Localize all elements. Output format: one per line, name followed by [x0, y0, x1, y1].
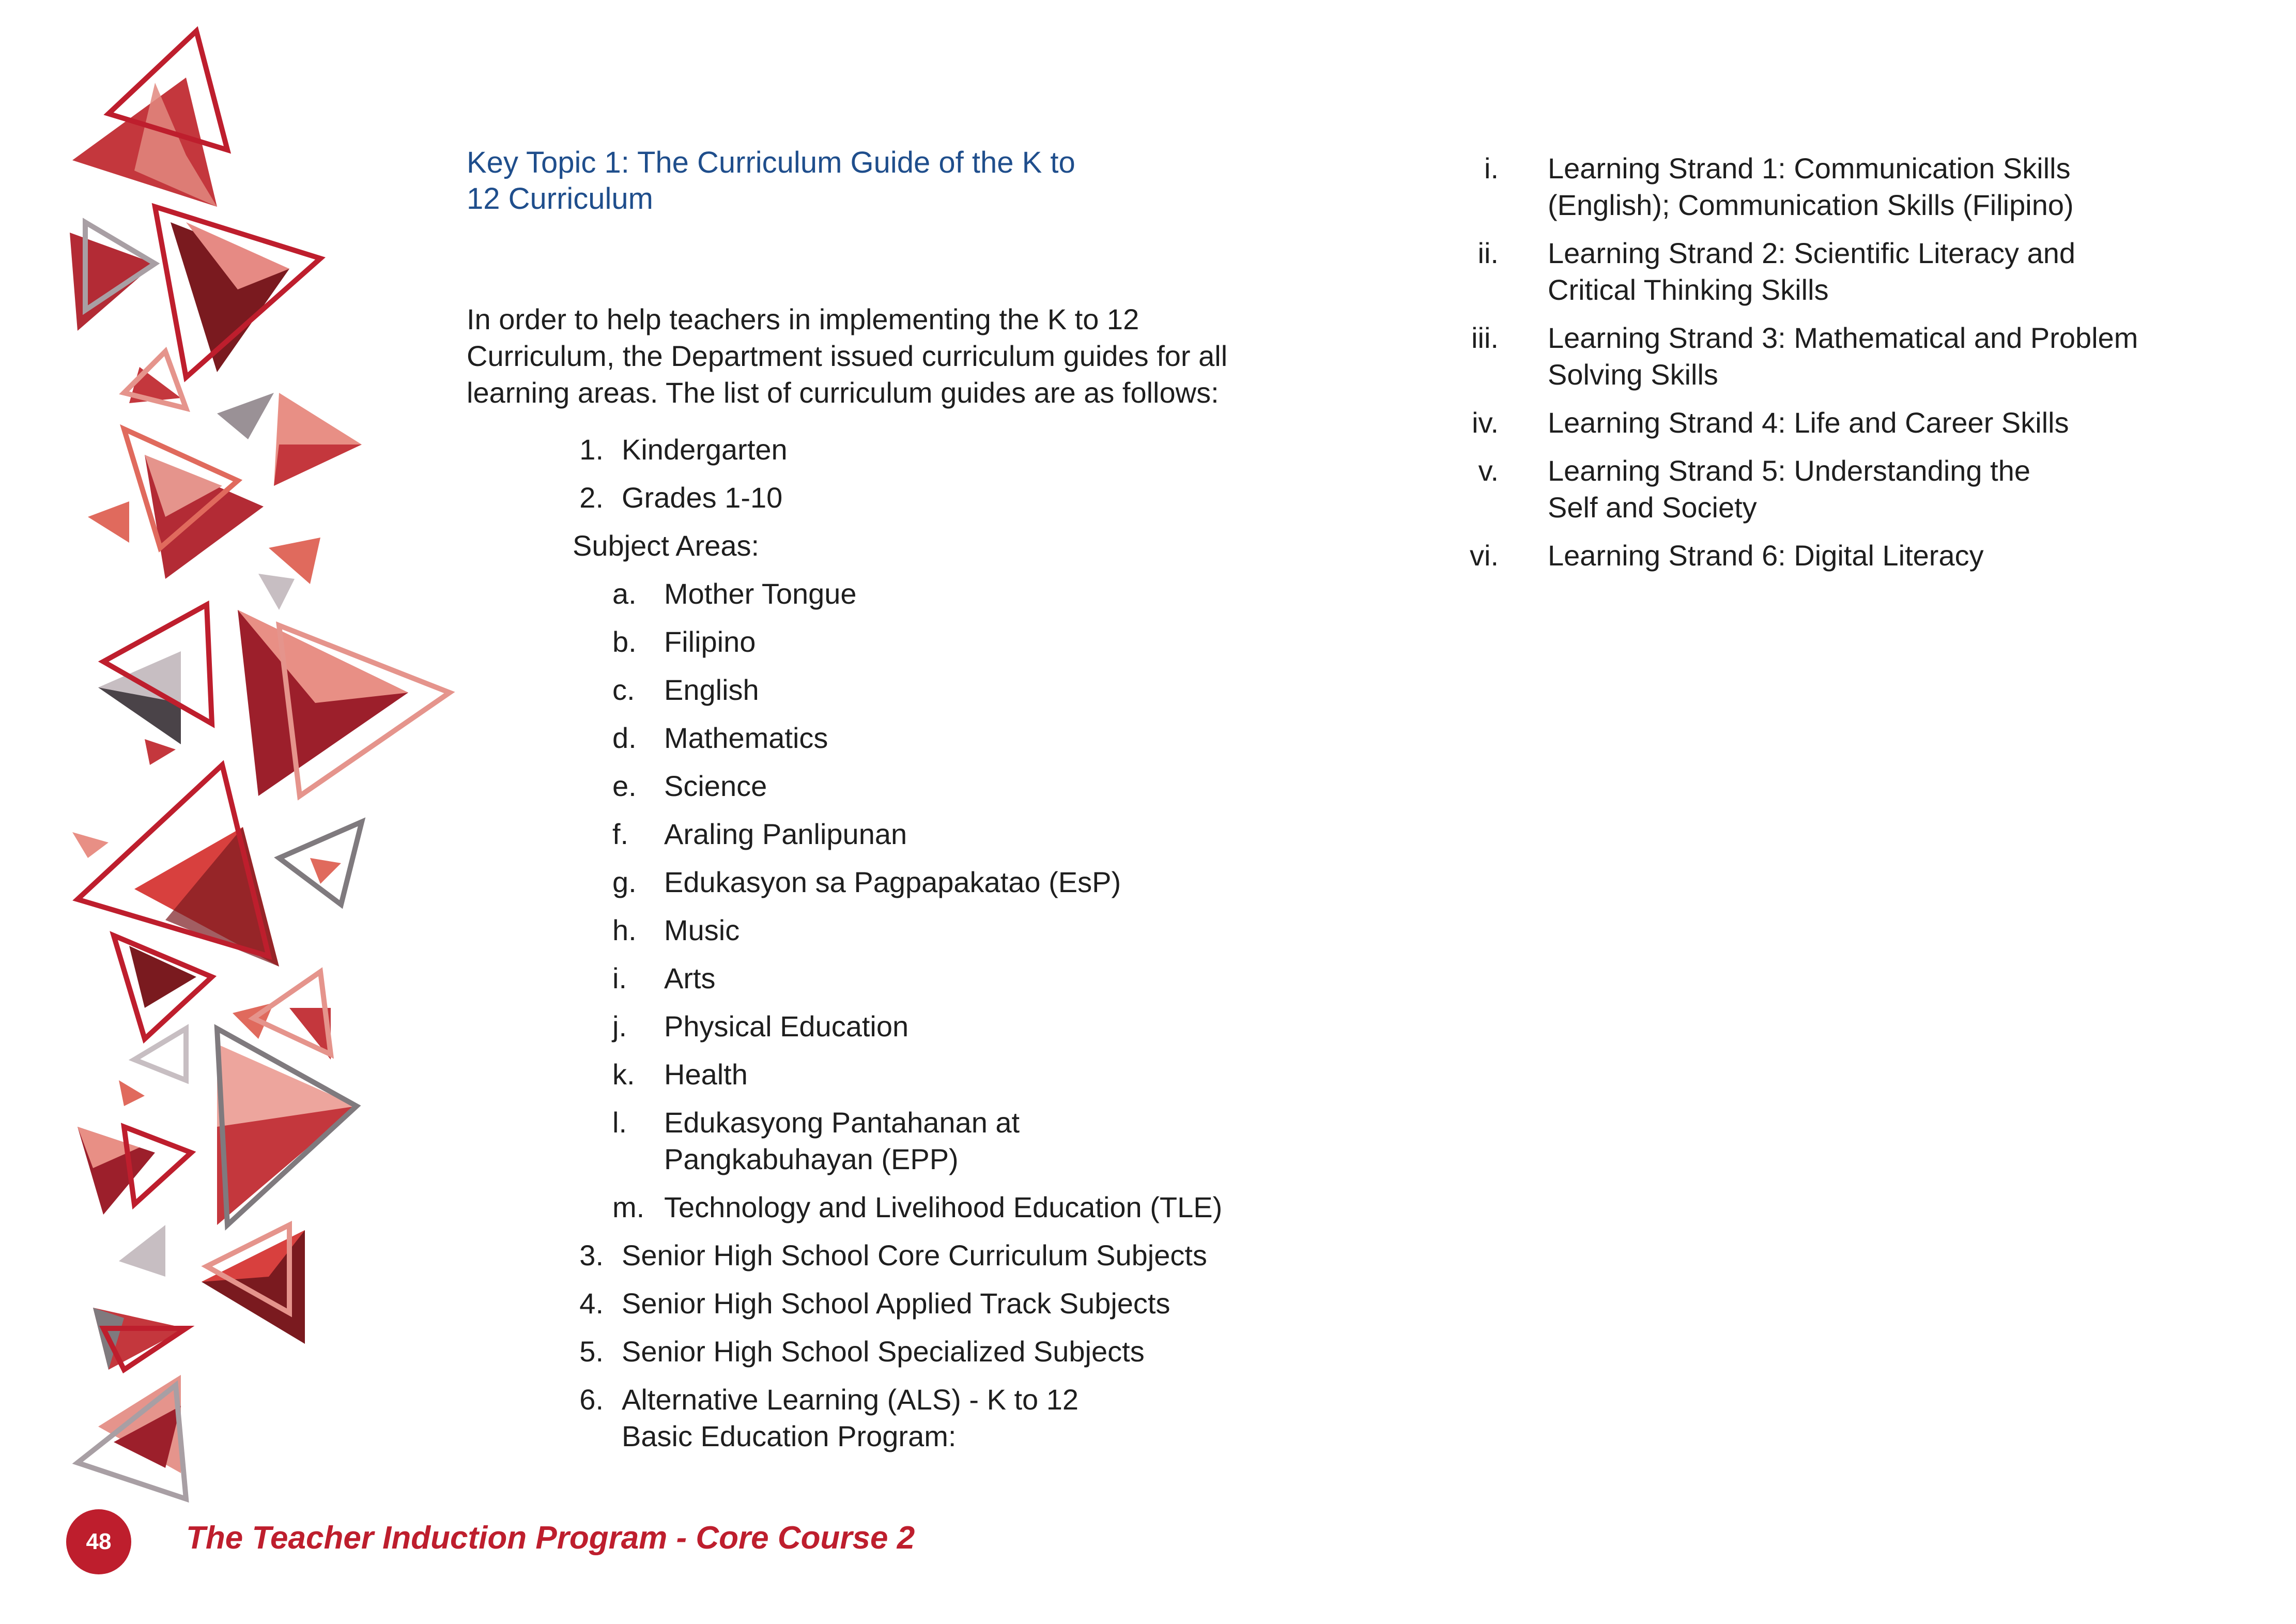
list-text: Kindergarten — [622, 433, 788, 466]
list-numeral: iv. — [1472, 406, 1499, 439]
list-number: 2. — [579, 481, 604, 514]
list-text: English — [664, 673, 759, 706]
list-letter: l. — [612, 1106, 627, 1139]
list-letter: c. — [612, 673, 635, 706]
list-letter: d. — [612, 722, 637, 754]
list-number: 1. — [579, 433, 604, 466]
list-letter: b. — [612, 625, 637, 658]
list-text: Senior High School Specialized Subjects — [622, 1335, 1145, 1368]
list-text: Mother Tongue — [664, 577, 857, 610]
list-text: Health — [664, 1058, 748, 1091]
list-letter: f. — [612, 818, 629, 850]
list-text: Learning Strand 1: Communication Skills (English); Communication Skills (Filipino) — [1548, 152, 2074, 221]
list-text: Physical Education — [664, 1010, 909, 1043]
list-letter: g. — [612, 866, 637, 898]
list-letter: e. — [612, 770, 637, 802]
list-text: Learning Strand 5: Understanding the Self and Society — [1548, 454, 2030, 524]
list-text: Arts — [664, 962, 716, 994]
page-number-badge: 48 — [66, 1509, 131, 1574]
list-text: Learning Strand 6: Digital Literacy — [1548, 539, 1984, 572]
list-numeral: iii. — [1471, 321, 1499, 354]
list-letter: k. — [612, 1058, 635, 1091]
list-text: Senior High School Core Curriculum Subjects — [622, 1239, 1207, 1271]
intro-paragraph: In order to help teachers in implementing the K to 12 Curriculum, the Department issued curriculum guides for all learning areas. The list of curriculum guides are as follows: — [467, 303, 1228, 409]
decorative-triangles — [0, 0, 465, 1624]
list-letter: m. — [612, 1191, 645, 1223]
list-text: Grades 1-10 — [622, 481, 783, 514]
list-text: Music — [664, 914, 740, 946]
list-text: Edukasyong Pantahanan at Pangkabuhayan (EPP) — [664, 1106, 1020, 1175]
list-number: 4. — [579, 1287, 604, 1320]
list-letter: a. — [612, 577, 637, 610]
list-number: 3. — [579, 1239, 604, 1271]
list-numeral: vi. — [1470, 539, 1499, 572]
list-numeral: v. — [1478, 454, 1499, 487]
footer-title: The Teacher Induction Program - Core Course 2 — [186, 1520, 915, 1556]
list-numeral: ii. — [1477, 237, 1499, 269]
list-text: Filipino — [664, 625, 756, 658]
list-letter: h. — [612, 914, 637, 946]
list-letter: j. — [612, 1010, 627, 1043]
list-text: Mathematics — [664, 722, 828, 754]
list-number: 6. — [579, 1383, 604, 1416]
list-text: Senior High School Applied Track Subjects — [622, 1287, 1170, 1320]
list-text: Alternative Learning (ALS) - K to 12 Basic Education Program: — [622, 1383, 1079, 1452]
list-numeral: i. — [1484, 152, 1499, 185]
list-number: 5. — [579, 1335, 604, 1368]
list-text: Araling Panlipunan — [664, 818, 907, 850]
list-text: Learning Strand 4: Life and Career Skills — [1548, 406, 2069, 439]
key-topic-heading: Key Topic 1: The Curriculum Guide of the K to 12 Curriculum — [467, 146, 1075, 216]
list-text: Technology and Livelihood Education (TLE) — [664, 1191, 1223, 1223]
list-letter: i. — [612, 962, 627, 994]
list-text: Learning Strand 3: Mathematical and Problem Solving Skills — [1548, 321, 2138, 391]
list-text: Science — [664, 770, 767, 802]
list-text: Edukasyon sa Pagpapakatao (EsP) — [664, 866, 1121, 898]
subject-areas-label: Subject Areas: — [573, 529, 760, 562]
list-text: Learning Strand 2: Scientific Literacy and Critical Thinking Skills — [1548, 237, 2076, 306]
